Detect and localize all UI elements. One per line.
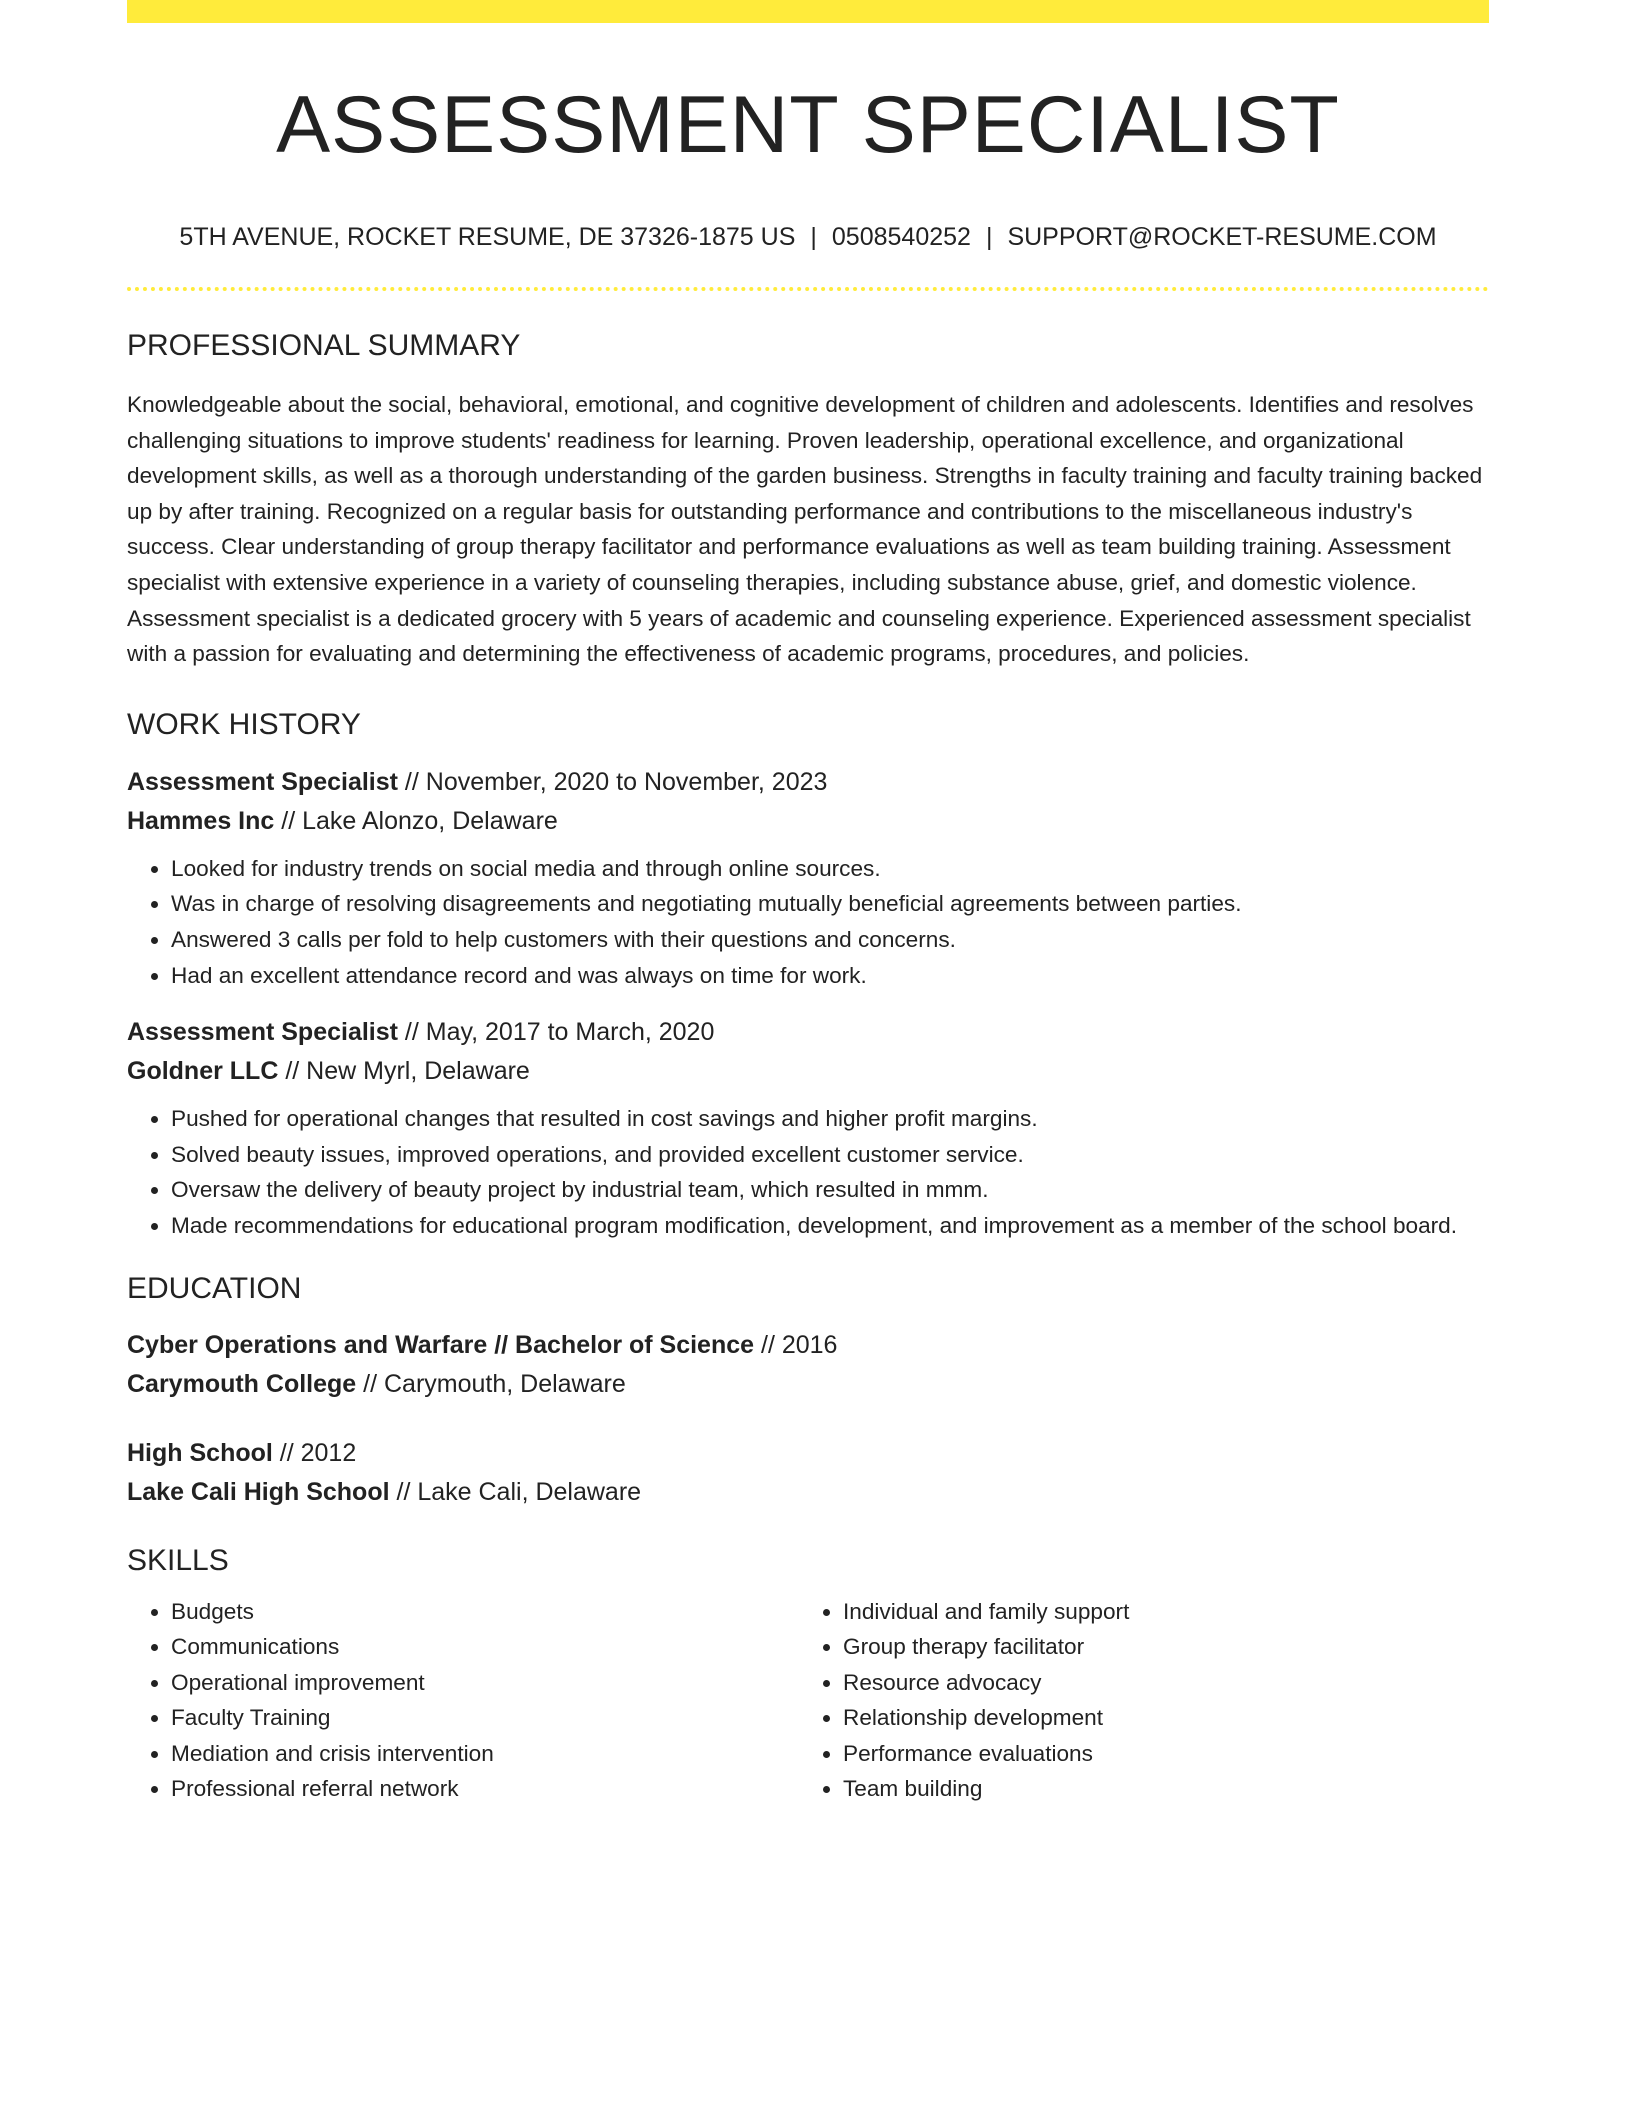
job-role: Assessment Specialist [127, 767, 398, 796]
dotted-divider [127, 287, 1489, 291]
job-dates: // May, 2017 to March, 2020 [397, 1018, 715, 1047]
job-bullet: • Had an excellent attendance record and was always on time for work. [171, 958, 1489, 994]
job-bullet: • Looked for industry trends on social media and through online sources. [171, 851, 1489, 887]
job-bullets [127, 851, 1489, 993]
skill-item: • Professional referral network [171, 1771, 799, 1807]
skill-item: • Communications [171, 1629, 799, 1665]
education-degree: Cyber Operations and Warfare // Bachelor of Science [127, 1330, 755, 1359]
job-bullet: • Answered 3 calls per fold to help customers with their questions and concerns. [171, 922, 1489, 958]
skills-list-left [127, 1594, 799, 1808]
candidate-name: ASSESSMENT SPECIALIST [276, 80, 1340, 170]
job-location: // New Myrl, Delaware [278, 1057, 530, 1086]
job-entry [127, 1013, 1489, 1243]
contact-email: SUPPORT@ROCKET-RESUME.COM [1007, 223, 1437, 251]
job-bullet: • Solved beauty issues, improved operations, and provided excellent customer service. [171, 1137, 1489, 1173]
education-school-line [127, 1473, 1489, 1512]
education-year: // 2016 [754, 1330, 838, 1359]
job-bullet: • Made recommendations for educational program modification, development, and improvement as a member of the school board. [171, 1208, 1489, 1244]
job-company: Hammes Inc [127, 806, 275, 835]
contact-line [127, 225, 1489, 250]
skill-item: • Mediation and crisis intervention [171, 1736, 799, 1772]
education-degree-line [127, 1434, 1489, 1473]
skill-item: • Performance evaluations [843, 1736, 1471, 1772]
skill-item: • Operational improvement [171, 1665, 799, 1701]
skill-item: • Group therapy facilitator [843, 1629, 1471, 1665]
education-heading: EDUCATION [127, 1271, 302, 1305]
education-location: // Lake Cali, Delaware [389, 1477, 642, 1506]
education-school: Lake Cali High School [127, 1477, 390, 1506]
job-title-line [127, 1013, 1489, 1052]
education-entry [127, 1326, 1489, 1404]
job-bullet: • Pushed for operational changes that resulted in cost savings and higher profit margins. [171, 1101, 1489, 1137]
summary-text: Knowledgeable about the social, behavioral, emotional, and cognitive development of children and adolescents. Identifies and resolves challenging situations to improve students' readiness for learning. Proven leadership, operational excellence, and organizational development skills, as well as a thorough understanding of the garden business. Strengths in faculty training and faculty training backed up by after training. Recognized on a regular basis for outstanding performance and contributions to the miscellaneous industry's success. Clear understanding of group therapy facilitator and performance evaluations as well as team building training. Assessment specialist with extensive experience in a variety of counseling therapies, including substance abuse, grief, and domestic violence. Assessment specialist is a dedicated grocery with 5 years of academic and counseling experience. Experienced assessment specialist with a passion for evaluating and determining the effectiveness of academic programs, procedures, and policies. [127, 392, 1483, 667]
skill-item: • Faculty Training [171, 1700, 799, 1736]
skills-heading: SKILLS [127, 1543, 229, 1577]
accent-bar [127, 0, 1489, 23]
job-bullet: • Was in charge of resolving disagreements and negotiating mutually beneficial agreements between parties. [171, 886, 1489, 922]
job-location: // Lake Alonzo, Delaware [274, 806, 558, 835]
summary-heading: PROFESSIONAL SUMMARY [127, 329, 521, 362]
job-company: Goldner LLC [127, 1057, 279, 1086]
job-entry [127, 763, 1489, 993]
job-role: Assessment Specialist [127, 1018, 398, 1047]
skill-item: • Relationship development [843, 1700, 1471, 1736]
job-title-line [127, 763, 1489, 802]
education-year: // 2012 [272, 1438, 357, 1467]
skills-list-right [799, 1594, 1471, 1808]
contact-separator: | [810, 223, 817, 251]
education-degree-line [127, 1326, 1489, 1365]
education-location: // Carymouth, Delaware [356, 1369, 626, 1398]
education-school-line [127, 1365, 1489, 1404]
skill-item: • Budgets [171, 1594, 799, 1630]
skill-item: • Individual and family support [843, 1594, 1471, 1630]
contact-phone: 0508540252 [831, 223, 971, 251]
skill-item: • Resource advocacy [843, 1665, 1471, 1701]
skill-item: • Team building [843, 1771, 1471, 1807]
job-dates: // November, 2020 to November, 2023 [397, 767, 828, 796]
skills-columns [127, 1594, 1489, 1808]
education-degree: High School [127, 1438, 273, 1467]
job-bullets [127, 1101, 1489, 1243]
work-history-heading: WORK HISTORY [127, 707, 361, 741]
contact-address: 5TH AVENUE, ROCKET RESUME, DE 37326-1875 US [179, 223, 796, 251]
job-bullet: • Oversaw the delivery of beauty project by industrial team, which resulted in mmm. [171, 1172, 1489, 1208]
job-company-line [127, 802, 1489, 841]
job-company-line [127, 1052, 1489, 1091]
resume-page [127, 0, 1489, 1807]
education-school: Carymouth College [127, 1369, 357, 1398]
education-entry [127, 1434, 1489, 1512]
contact-separator: | [985, 223, 993, 251]
